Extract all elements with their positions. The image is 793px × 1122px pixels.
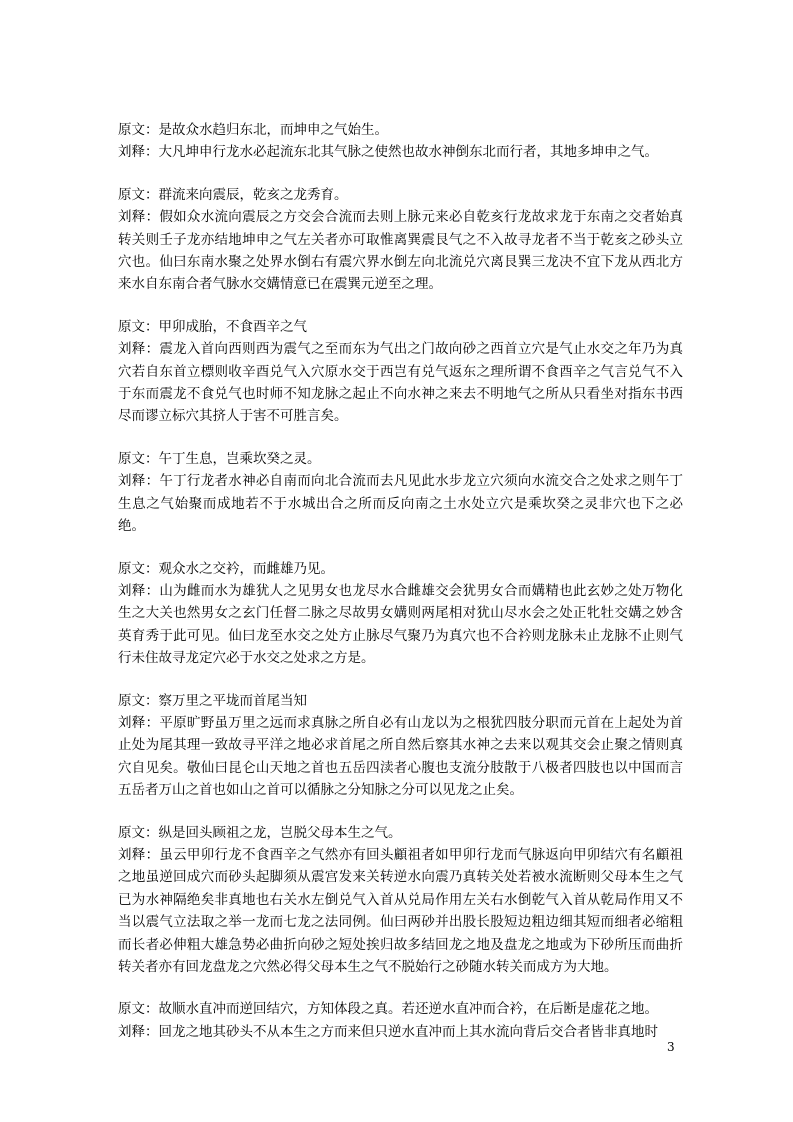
commentary-paragraph: 刘释：平原旷野虽万里之远而求真脉之所自必有山龙以为之根犹四肢分职而元首在上起处为首止处为尾其理一致故寻平洋之地必求首尾之所自然后察其水神之去来以观其交会止聚之情则真穴自见矣。敬仙曰昆仑山天地之首也五岳四渎者心腹也支流分肢散于八极者四肢也以中国而言五岳者万山之首也如山之首可以循脉之分知脉之分可以见龙之止矣。 [118,714,683,799]
text-block [118,822,683,979]
original-text-line: 原文：纵是回头顾祖之龙，岂脱父母本生之气。 [118,824,402,841]
commentary-paragraph: 刘释：回龙之地其砂头不从本生之方而来但只逆水直冲而上其水流向背后交合者皆非真地时 [118,1023,658,1040]
original-text-line: 原文：群流来向震辰，乾亥之龙秀育。 [118,186,348,203]
commentary-paragraph: 刘释：大凡坤申行龙水必起流东北其气脉之使然也故水神倒东北而行者，其地多坤申之气。 [118,144,658,161]
original-text-line: 原文：故顺水直冲而逆回结穴，方知体段之真。若还逆水直冲而合衿，在后断是虚花之地。 [118,1001,658,1018]
text-block [118,316,683,428]
commentary-paragraph: 刘释：午丁行龙者水神必自南而向北合流而去凡见此水步龙立穴须向水流交合之处求之则午丁生息之气始聚而成地若不于水城出合之所而反向南之土水处立穴是乘坎癸之灵非穴也下之必绝。 [118,473,683,535]
commentary-paragraph: 刘释：假如众水流向震辰之方交会合流而去则上脉元来必自乾亥行龙故求龙于东南之交者始真转关则壬子龙亦结地坤申之气左关者亦可取惟离巽震艮气之不入故寻龙者不当于乾亥之砂头立穴也。仙曰东南水聚之处界水倒右有震穴界水倒左向北流兑穴离艮巽三龙决不宜下龙从西北方来水自东南合者气脉水交媾情意已在震巽元逆至之理。 [118,209,683,293]
text-block [118,184,683,296]
original-text-line: 原文：察万里之平垅而首尾当知 [118,692,307,709]
text-block [118,690,683,802]
original-text-line: 原文：观众水之交衿，而雌雄乃见。 [118,560,334,577]
commentary-paragraph: 刘释：震龙入首向西则西为震气之至而东为气出之门故向砂之西首立穴是气止水交之年乃为真穴若自东首立標则收辛酉兑气入穴原水交于西岂有兑气返东之理所谓不食酉辛之气言兑气不入于东而震龙不食兑气也时师不知龙脉之起止不向水神之来去不明地气之所从只看坐对指东书西尽而谬立标穴其挤人于害不可胜言矣。 [118,341,683,425]
text-block [118,448,683,538]
commentary-paragraph: 刘释：山为雌而水为雄犹人之见男女也龙尽水合雌雄交会犹男女合而媾精也此玄妙之处万物化生之大关也然男女之玄门任督二脉之尽故男女媾则两尾相对犹山尽水会之处正牝牡交媾之妙含英育秀于此可见。仙曰龙至水交之处方止脉尽气聚乃为真穴也不合衿则龙脉未止龙脉不止则气行未住故寻龙定穴必于水交之处求之方是。 [118,582,683,667]
text-block [118,998,683,1043]
text-block [118,119,683,164]
original-text-line: 原文：是故众水趋归东北，而坤申之气始生。 [118,122,388,138]
text-block [118,558,683,670]
text-body [118,119,683,1063]
page-number: 3 [667,1040,675,1054]
original-text-line: 原文：甲卯成胎，不食酉辛之气 [118,318,307,335]
commentary-paragraph: 刘释：虽云甲卯行龙不食酉辛之气然亦有回头顧祖者如甲卯行龙而气脉返向甲卯结穴有名顧祖之地虽逆回成穴而砂头起脚须从震宫发来关转逆水向震乃真转关处若被水流断则父母本生之气已为水神隔绝矣非真地也右关水左倒兑气入首从兑局作用左关右水倒乾气入首从乾局作用又不当以震气立法取之举一龙而七龙之法同例。仙曰两砂并出股长股短边粗边细其短而细者必缩粗而长者必伸粗大雄急势必曲折向砂之短处挨归故多结回龙之地及盘龙之地或为下砂所压而曲折转关者亦有回龙盘龙之穴然必得父母本生之气不脱始行之砂随水转关而成方为大地。 [118,846,683,975]
original-text-line: 原文：午丁生息，岂乘坎癸之灵。 [118,450,321,467]
